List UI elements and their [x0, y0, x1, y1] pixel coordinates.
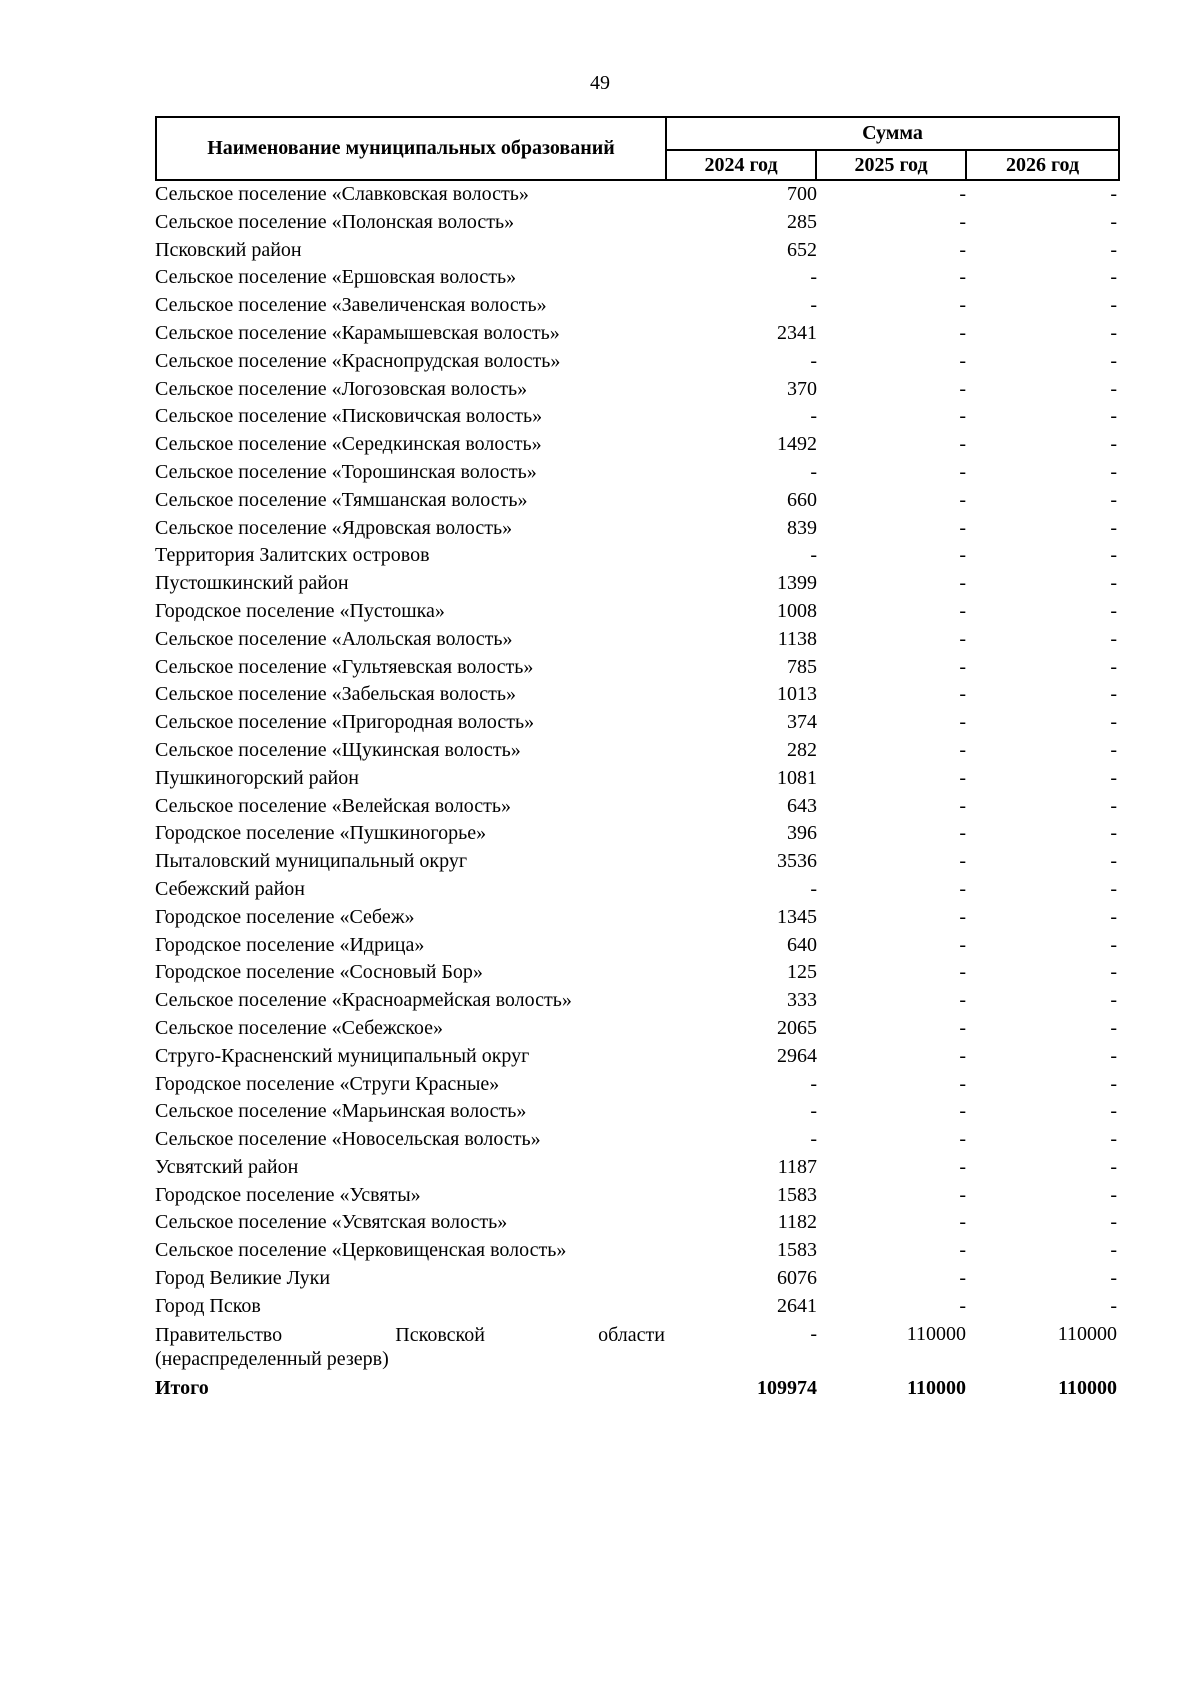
row-name: Сельское поселение «Красноармейская волость»	[155, 989, 572, 1012]
allocation-table	[155, 116, 1120, 1402]
table-row	[155, 1126, 1120, 1154]
row-name: Усвятский район	[155, 1155, 299, 1178]
row-value-2026: -	[1110, 711, 1117, 734]
row-value-2026: -	[1110, 738, 1117, 761]
row-name: Себежский район	[155, 877, 305, 900]
reserve-line-2: (нераспределенный резерв)	[155, 1347, 389, 1370]
row-value-2024: 1138	[777, 627, 817, 650]
row-value-2024: 785	[787, 655, 817, 678]
row-value-2024: 1399	[777, 572, 817, 595]
row-name: Сельское поселение «Церковищенская волость»	[155, 1239, 567, 1262]
row-value-2026: -	[1110, 433, 1117, 456]
row-value-2025: -	[959, 877, 966, 900]
row-value-2024: -	[810, 1072, 817, 1095]
table-row	[155, 876, 1120, 904]
row-name: Струго-Красненский муниципальный округ	[155, 1044, 530, 1067]
reserve-word-1: Правительство	[155, 1323, 283, 1346]
row-name: Сельское поселение «Торошинская волость»	[155, 460, 537, 483]
row-value-2024: 640	[787, 933, 817, 956]
row-value-2024: -	[810, 1100, 817, 1123]
header-year-2024: 2024 год	[667, 151, 817, 179]
row-value-2025: -	[959, 1183, 966, 1206]
row-value-2026: -	[1110, 961, 1117, 984]
row-value-2024: -	[810, 460, 817, 483]
row-name: Пустошкинский район	[155, 572, 349, 595]
table-row	[155, 181, 1120, 209]
row-name: Пыталовский муниципальный округ	[155, 850, 468, 873]
row-value-2026: -	[1110, 822, 1117, 845]
table-row	[155, 542, 1120, 570]
row-value-2024: 3536	[777, 850, 817, 873]
row-value-2026: -	[1110, 321, 1117, 344]
row-value-2025: -	[959, 822, 966, 845]
row-value-2024: 2341	[777, 321, 817, 344]
table-row	[155, 959, 1120, 987]
row-value-2025: -	[959, 516, 966, 539]
row-value-2025: -	[959, 1155, 966, 1178]
row-value-2026: -	[1110, 405, 1117, 428]
row-value-2024: 333	[787, 989, 817, 1012]
total-value-2025: 110000	[907, 1376, 966, 1399]
table-row	[155, 987, 1120, 1015]
row-value-2024: -	[810, 349, 817, 372]
row-value-2024: 125	[787, 961, 817, 984]
row-name: Сельское поселение «Писковичская волость»	[155, 405, 543, 428]
row-value-2026: -	[1110, 349, 1117, 372]
table-row-total	[155, 1375, 1120, 1403]
row-value-2026: -	[1110, 1128, 1117, 1151]
table-row	[155, 1154, 1120, 1182]
table-row	[155, 320, 1120, 348]
row-value-2024: -	[810, 405, 817, 428]
row-value-2026: -	[1110, 850, 1117, 873]
table-row	[155, 1237, 1120, 1265]
table-row	[155, 570, 1120, 598]
row-value-2025: -	[959, 1294, 966, 1317]
row-value-2025: -	[959, 738, 966, 761]
row-name: Городское поселение «Пушкиногорье»	[155, 822, 487, 845]
row-name: Сельское поселение «Алольская волость»	[155, 627, 513, 650]
row-value-2025: -	[959, 683, 966, 706]
row-value-2026: -	[1110, 905, 1117, 928]
table-row	[155, 932, 1120, 960]
row-name: Сельское поселение «Завеличенская волость»	[155, 294, 547, 317]
row-value-2026: -	[1110, 794, 1117, 817]
row-value-2025: -	[959, 711, 966, 734]
table-row	[155, 292, 1120, 320]
table-row	[155, 1098, 1120, 1126]
row-value-2025: -	[959, 1211, 966, 1234]
header-year-2025: 2025 год	[817, 151, 967, 179]
row-value-2025: -	[959, 349, 966, 372]
table-row	[155, 1293, 1120, 1321]
row-name: Сельское поселение «Полонская волость»	[155, 210, 515, 233]
row-value-2024: -	[810, 877, 817, 900]
table-row	[155, 264, 1120, 292]
row-value-2024: 2641	[777, 1294, 817, 1317]
row-value-2024: 660	[787, 488, 817, 511]
header-year-2026: 2026 год	[1005, 153, 1080, 176]
table-row	[155, 709, 1120, 737]
row-value-2026: -	[1110, 1100, 1117, 1123]
row-value-2026: -	[1110, 544, 1117, 567]
row-value-2024: 652	[787, 238, 817, 261]
row-name: Город Великие Луки	[155, 1267, 331, 1290]
row-value-2024: 396	[787, 822, 817, 845]
row-value-2026: -	[1110, 683, 1117, 706]
row-value-2025: -	[959, 460, 966, 483]
row-value-2024: 285	[787, 210, 817, 233]
table-row	[155, 848, 1120, 876]
total-value-2024: 109974	[757, 1376, 817, 1399]
row-value-2025: -	[959, 905, 966, 928]
row-value-2025: -	[959, 405, 966, 428]
row-value-2025: -	[959, 266, 966, 289]
row-value-2025: -	[959, 794, 966, 817]
header-name-column: Наименование муниципальных образований	[157, 118, 667, 179]
row-value-2026: -	[1110, 266, 1117, 289]
row-name: Сельское поселение «Усвятская волость»	[155, 1211, 508, 1234]
table-row	[155, 209, 1120, 237]
row-value-2026: -	[1110, 1155, 1117, 1178]
row-value-2025: -	[959, 183, 966, 205]
row-value-2024: 2964	[777, 1044, 817, 1067]
row-value-2024: -	[810, 294, 817, 317]
row-name: Городское поселение «Усвяты»	[155, 1183, 421, 1206]
row-name: Сельское поселение «Ершовская волость»	[155, 266, 517, 289]
table-row	[155, 820, 1120, 848]
row-value-2024: 2065	[777, 1016, 817, 1039]
table-row	[155, 1182, 1120, 1210]
row-value-2024: -	[810, 266, 817, 289]
row-value-2026: -	[1110, 933, 1117, 956]
row-value-2025: -	[959, 961, 966, 984]
row-value-2025: -	[959, 1267, 966, 1290]
row-value-2026: -	[1110, 599, 1117, 622]
row-value-2025: -	[959, 544, 966, 567]
row-value-2025: 110000	[906, 1322, 966, 1345]
table-row	[155, 681, 1120, 709]
row-value-2025: -	[959, 433, 966, 456]
row-value-2025: -	[959, 1044, 966, 1067]
row-value-2026: -	[1110, 1239, 1117, 1262]
table-row	[155, 904, 1120, 932]
row-value-2026: -	[1110, 460, 1117, 483]
row-value-2025: -	[959, 210, 966, 233]
row-value-2026: -	[1110, 238, 1117, 261]
row-name: Территория Залитских островов	[155, 544, 430, 567]
row-value-2024: 839	[787, 516, 817, 539]
reserve-word-3: области	[598, 1323, 665, 1346]
table-row	[155, 403, 1120, 431]
row-value-2026: -	[1110, 1183, 1117, 1206]
total-value-2026: 110000	[1058, 1376, 1117, 1399]
row-value-2024: 370	[787, 377, 817, 400]
row-name: Сельское поселение «Забельская волость»	[155, 683, 517, 706]
row-value-2026: -	[1110, 1016, 1117, 1039]
row-name: Городское поселение «Идрица»	[155, 933, 425, 956]
row-value-2026: -	[1110, 210, 1117, 233]
row-name: Псковский район	[155, 238, 302, 261]
row-name: Сельское поселение «Гультяевская волость»	[155, 655, 534, 678]
row-name: Сельское поселение «Марьинская волость»	[155, 1100, 527, 1123]
row-name: Городское поселение «Струги Красные»	[155, 1072, 500, 1095]
row-value-2026: -	[1110, 294, 1117, 317]
row-value-2024: 1182	[777, 1211, 817, 1234]
row-name: Городское поселение «Сосновый Бор»	[155, 961, 483, 984]
row-value-2024: 374	[787, 711, 817, 734]
table-row	[155, 1043, 1120, 1071]
row-value-2024: 1008	[777, 599, 817, 622]
table-row	[155, 793, 1120, 821]
row-value-2026: -	[1110, 989, 1117, 1012]
reserve-word-2: Псковской	[395, 1323, 485, 1346]
table-row	[155, 1209, 1120, 1237]
row-value-2025: -	[959, 989, 966, 1012]
row-name: Сельское поселение «Тямшанская волость»	[155, 488, 528, 511]
table-row	[155, 487, 1120, 515]
table-header	[155, 116, 1120, 181]
row-value-2025: -	[959, 766, 966, 789]
table-row	[155, 1015, 1120, 1043]
row-value-2026: 110000	[1057, 1322, 1117, 1345]
row-name: Сельское поселение «Карамышевская волость»	[155, 321, 560, 344]
row-value-2024: -	[810, 1322, 817, 1345]
row-value-2024: -	[810, 544, 817, 567]
row-value-2026: -	[1110, 1267, 1117, 1290]
row-value-2026: -	[1110, 655, 1117, 678]
row-name: Городское поселение «Себеж»	[155, 905, 415, 928]
row-value-2026: -	[1110, 183, 1117, 205]
row-value-2024: 1583	[777, 1183, 817, 1206]
row-name: Пушкиногорский район	[155, 766, 359, 789]
row-value-2024: 1013	[777, 683, 817, 706]
row-value-2026: -	[1110, 627, 1117, 650]
row-value-2025: -	[959, 238, 966, 261]
row-name: Сельское поселение «Пригородная волость»	[155, 711, 535, 734]
row-value-2024: 1345	[777, 905, 817, 928]
row-value-2024: 700	[787, 183, 817, 205]
row-value-2024: 1583	[777, 1239, 817, 1262]
row-name: Городское поселение «Пустошка»	[155, 599, 445, 622]
table-row	[155, 1071, 1120, 1099]
row-value-2025: -	[959, 599, 966, 622]
row-name: Сельское поселение «Ядровская волость»	[155, 516, 513, 539]
row-value-2025: -	[959, 294, 966, 317]
row-name: Город Псков	[155, 1294, 261, 1317]
table-row	[155, 376, 1120, 404]
row-name: Сельское поселение «Середкинская волость»	[155, 433, 542, 456]
row-value-2026: -	[1110, 877, 1117, 900]
row-value-2025: -	[959, 627, 966, 650]
row-value-2024: 1187	[777, 1155, 817, 1178]
row-value-2025: -	[959, 1239, 966, 1262]
row-name: Сельское поселение «Логозовская волость»	[155, 377, 528, 400]
row-value-2025: -	[959, 1072, 966, 1095]
row-value-2025: -	[959, 572, 966, 595]
row-name: Сельское поселение «Краснопрудская волость»	[155, 349, 561, 372]
row-value-2026: -	[1110, 1294, 1117, 1317]
row-value-2024: 1081	[777, 766, 817, 789]
row-name: Сельское поселение «Щукинская волость»	[155, 738, 521, 761]
row-value-2024: 6076	[777, 1267, 817, 1290]
table-row	[155, 598, 1120, 626]
table-row	[155, 1265, 1120, 1293]
table-body	[155, 181, 1120, 1321]
table-row	[155, 348, 1120, 376]
table-row	[155, 431, 1120, 459]
header-sum-column: Сумма	[667, 118, 1118, 151]
table-row	[155, 765, 1120, 793]
row-name: Сельское поселение «Славковская волость»	[155, 183, 529, 205]
row-value-2025: -	[959, 850, 966, 873]
table-row	[155, 237, 1120, 265]
row-name: Сельское поселение «Новосельская волость»	[155, 1128, 541, 1151]
row-value-2025: -	[959, 1128, 966, 1151]
row-value-2026: -	[1110, 1044, 1117, 1067]
page-number: 49	[590, 72, 610, 94]
row-value-2024: 1492	[777, 433, 817, 456]
row-value-2025: -	[959, 488, 966, 511]
row-value-2024: 282	[787, 738, 817, 761]
row-value-2026: -	[1110, 1211, 1117, 1234]
row-value-2026: -	[1110, 488, 1117, 511]
row-value-2025: -	[959, 1016, 966, 1039]
row-value-2026: -	[1110, 1072, 1117, 1095]
row-value-2025: -	[959, 1100, 966, 1123]
table-row	[155, 654, 1120, 682]
row-value-2024: -	[810, 1128, 817, 1151]
row-value-2024: 643	[787, 794, 817, 817]
table-row	[155, 737, 1120, 765]
table-row	[155, 515, 1120, 543]
row-name: Сельское поселение «Велейская волость»	[155, 794, 512, 817]
total-label: Итого	[155, 1376, 209, 1399]
row-value-2025: -	[959, 933, 966, 956]
row-name: Сельское поселение «Себежское»	[155, 1016, 444, 1039]
row-value-2025: -	[959, 655, 966, 678]
table-row	[155, 459, 1120, 487]
row-value-2025: -	[959, 321, 966, 344]
table-row-reserve	[155, 1321, 1120, 1373]
row-value-2026: -	[1110, 516, 1117, 539]
row-value-2026: -	[1110, 377, 1117, 400]
row-value-2026: -	[1110, 766, 1117, 789]
row-value-2026: -	[1110, 572, 1117, 595]
row-value-2025: -	[959, 377, 966, 400]
table-row	[155, 626, 1120, 654]
